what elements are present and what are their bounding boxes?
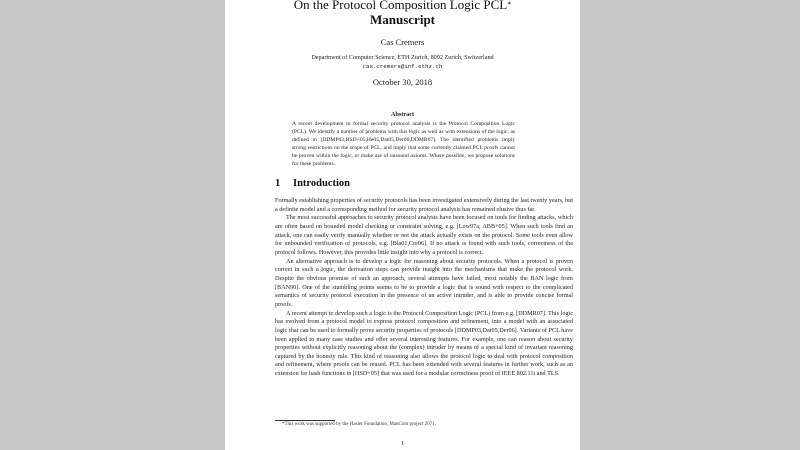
section-body <box>275 197 573 379</box>
footnote: *This work was supported by the Hasler Foundation, ManCom project 2071. <box>282 422 436 427</box>
author-name: Cas Cremers <box>380 37 425 47</box>
paragraph: A recent attempt to develop such a logic is the Protocol Composition Logic (PCL) from e.g. [DDMR07]. This logic has evolved from a protocol model to express protocol composition and refinement, into a model with an associated logic that can be used to formally prove security properties of protocols [DDMP03,Dat05,Der06]. Variants of PCL have been applied to many case studies and offer several interesting features. For example, one can reason about security properties without explicitly reasoning about the (complex) intruder by means of a special kind of invariant reasoning captured by the honesty rule. This kind of reasoning also allows the protocol logic to deal with protocol composition and refinement, where proofs can be reused. PCL has been extended with several features in further work, such as an extension for hash functions in [HSD+05] that was used for a modular correctness proof of IEEE 802.11i and TLS. <box>275 309 573 378</box>
paper-title <box>225 0 580 12</box>
paragraph: The most successful approaches to security protocol analysis have been focused on tools for finding attacks, which are often based on bounded model checking or constraint solving, e.g. [Low97a, ABB+05]. When such tools find an attack, one can easily verify manually whether or not the attack actually exists on the protocol. Some tools even allow for unbounded verification of protocols, e.g. [Bla01,Cre06]. If no attack is found with such tools, correctness of the protocol follows. However, this provides little insight into why a protocol is correct. <box>275 214 573 256</box>
paper-date: October 30, 2018 <box>372 77 433 87</box>
section-title: Introduction <box>293 178 350 189</box>
title-footnote-mark: * <box>507 0 512 9</box>
author-email: cas.cremers@inf.ethz.ch <box>362 63 443 70</box>
section-heading <box>275 178 350 189</box>
abstract-text: A recent development in formal security protocol analysis is the Protocol Composition Logic (PCL). We identify a number of problems with this logic as well as with extensions of the logic, as defined in [DDMP03,HSD+05,He05,Dat05,Der06,DDMR07]. The identified problems imply strong restrictions on the scope of PCL, and imply that some currently claimed PCL proofs cannot be proven within the logic, or make use of unsound axioms. Where possible, we propose solutions for these problems. <box>292 121 515 168</box>
author-affiliation: Department of Computer Science, ETH Zurich, 8092 Zurich, Switzerland <box>311 54 494 61</box>
paper-title-text: On the Protocol Composition Logic PCL <box>293 0 508 12</box>
footnote-rule <box>275 420 335 421</box>
paper-page <box>225 0 580 450</box>
paragraph: An alternative approach is to develop a logic for reasoning about security protocols. When a protocol is proven correct in such a logic, the derivation steps can provide insight into the mechanisms that make the protocol work. Despite the obvious promise of such an approach, several attempts have failed, most notably the BAN logic from [BAN90]. One of the stumbling points seems to be to provide a logic that is sound with respect to the complicated semantics of security protocol execution in the presence of an active intruder, and is able to provide concise formal proofs. <box>275 257 573 308</box>
section-number: 1 <box>275 178 281 189</box>
paragraph: Formally establishing properties of security protocols has been investigated extensively during the last twenty years, but a definite model and a corresponding method for security protocol analysis has remained elusive thus far. <box>275 197 573 213</box>
page-number: 1 <box>400 440 405 447</box>
paper-subtitle: Manuscript <box>370 12 435 27</box>
abstract-heading: Abstract <box>390 111 415 118</box>
